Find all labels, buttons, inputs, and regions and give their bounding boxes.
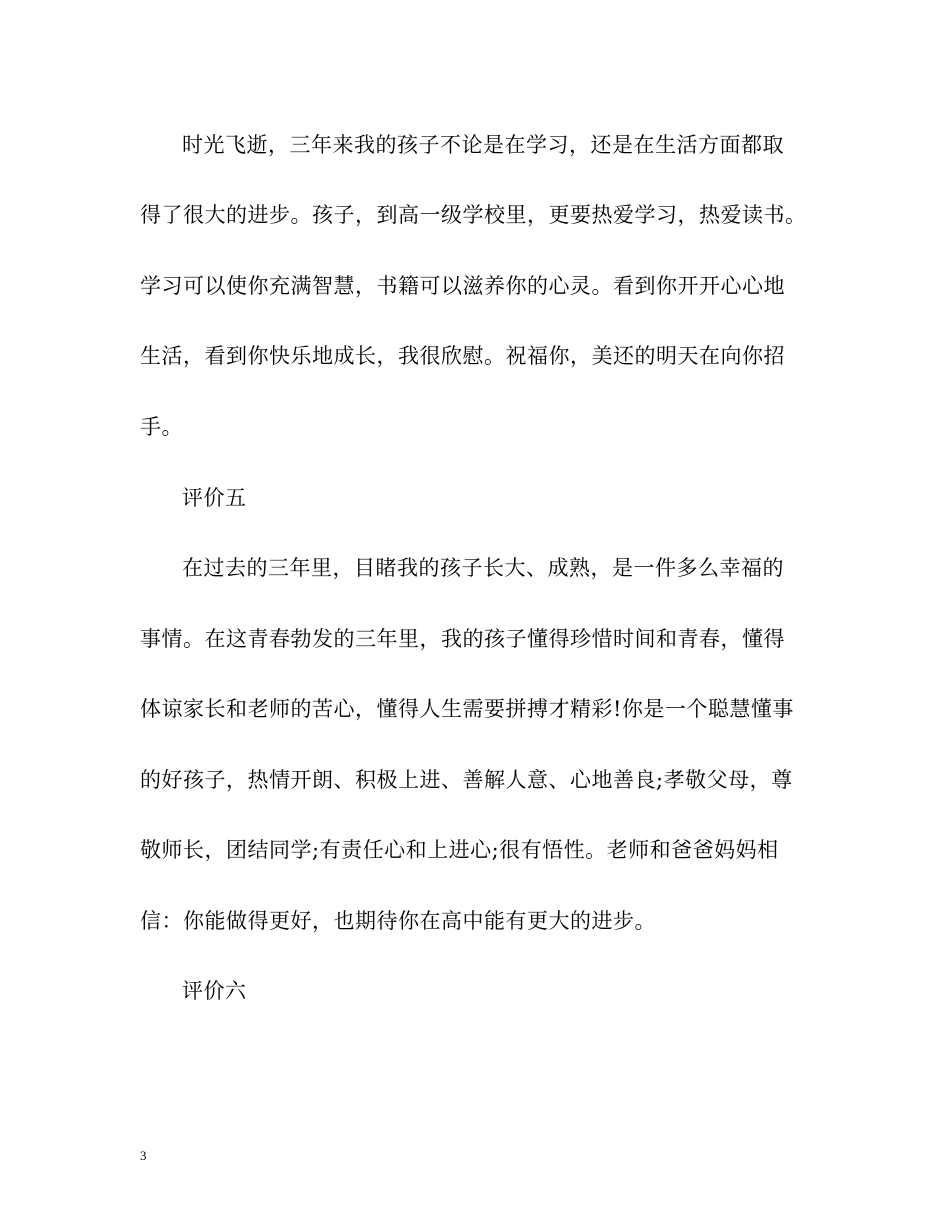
paragraph-line: 手。 (140, 415, 183, 439)
paragraph-line: 体谅家长和老师的苦心，懂得人生需要拼搏才精彩!你是一个聪慧懂事 (140, 697, 794, 721)
paragraph-line: 信：你能做得更好，也期待你在高中能有更大的进步。 (140, 909, 656, 933)
paragraph-line: 的好孩子，热情开朗、积极上进、善解人意、心地善良;孝敬父母，尊 (140, 768, 793, 792)
paragraph-line: 事情。在这青春勃发的三年里，我的孩子懂得珍惜时间和青春，懂得 (140, 627, 785, 651)
paragraph-line: 生活，看到你快乐地成长，我很欣慰。祝福你，美还的明天在向你招 (140, 344, 785, 368)
paragraph-line: 时光飞逝，三年来我的孩子不论是在学习，还是在生活方面都取 (182, 133, 784, 157)
paragraph-line: 学习可以使你充满智慧，书籍可以滋养你的心灵。看到你开开心心地 (140, 274, 785, 298)
section-heading: 评价五 (182, 486, 247, 510)
paragraph-line: 敬师长，团结同学;有责任心和上进心;很有悟性。老师和爸爸妈妈相 (140, 838, 779, 862)
section-heading: 评价六 (182, 979, 247, 1003)
page-number: 3 (140, 1148, 147, 1163)
paragraph-line: 在过去的三年里，目睹我的孩子长大、成熟，是一件多么幸福的 (182, 556, 784, 580)
paragraph-line: 得了很大的进步。孩子，到高一级学校里，更要热爱学习，热爱读书。 (140, 203, 807, 227)
